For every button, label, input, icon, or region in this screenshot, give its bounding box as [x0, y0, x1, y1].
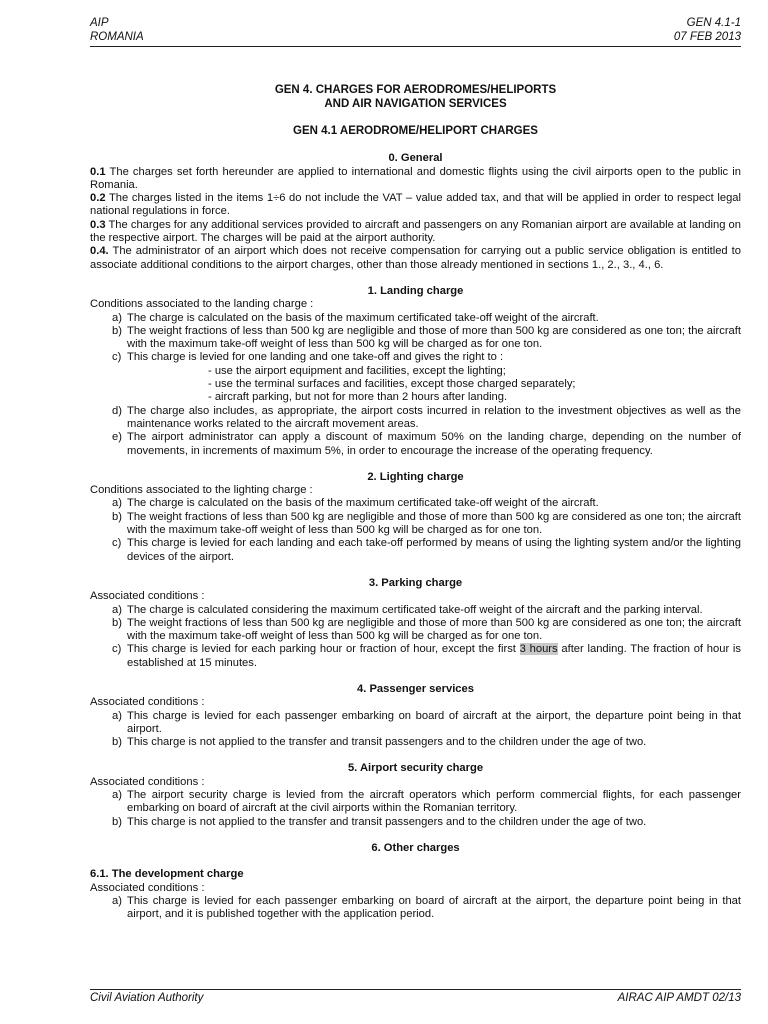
section-heading-security: 5. Airport security charge: [347, 762, 484, 775]
header-country: ROMANIA: [90, 30, 144, 43]
paragraph-number: 0.1: [90, 165, 106, 178]
paragraph-text: The charges set forth hereunder are applied to international and domestic flights using the civil airports open to the public in Romania.: [90, 165, 741, 191]
parking-conditions-list: [90, 604, 741, 670]
list-item: [90, 710, 741, 737]
conditions-lead: Associated conditions :: [90, 590, 205, 603]
list-item: [90, 537, 741, 564]
item-text: This charge is levied for each passenger embarking on board of aircraft at the airport, the departure point being in that airport.: [127, 709, 741, 735]
dash-item: - aircraft parking, but not for more than 2 hours after landing.: [208, 391, 508, 404]
item-text: The airport administrator can apply a discount of maximum 50% on the landing charge, depending on the number of movements, in increments of maximum 5%, in order to encourage the increase of the operating frequency.: [127, 431, 741, 457]
item-marker: a): [112, 497, 122, 510]
item-marker: a): [112, 709, 122, 722]
item-marker: c): [112, 537, 122, 550]
item-marker: b): [112, 736, 122, 749]
item-marker: a): [112, 603, 122, 616]
item-text: The charge also includes, as appropriate, the airport costs incurred in relation to the investment objectives as well as the maintenance works related to the aircraft movement areas.: [127, 404, 741, 430]
footer-authority: Civil Aviation Authority: [90, 992, 204, 1004]
header-date: 07 FEB 2013: [673, 30, 741, 43]
conditions-lead: Conditions associated to the landing charge :: [90, 298, 314, 311]
paragraph-text: The charges for any additional services provided to aircraft and passengers on any Romanian airport are available at landing on the respective airport. The charges will be paid at the airport authority.: [90, 218, 741, 245]
landing-conditions-list: [90, 312, 741, 458]
list-item: [90, 511, 741, 538]
item-marker: b): [112, 324, 122, 337]
general-paragraph: [90, 245, 741, 272]
list-item: [90, 405, 741, 432]
list-item: [90, 325, 741, 352]
item-text: The weight fractions of less than 500 kg are negligible and those of more than 500 kg are considered as one ton; the aircraft with the maximum take-off weight of less than 500 kg will be charged as for one ton.: [127, 616, 741, 643]
paragraph-text: The administrator of an airport which does not receive compensation for carrying out a public service obligation is entitled to associate additional conditions to the airport charges, other than those already mentioned in sections 1., 2., 3., 4., 6.: [90, 245, 741, 271]
item-text: This charge is levied for one landing and one take-off and gives the right to :: [127, 351, 504, 364]
item-text: after landing. The fraction of hour is established at 15 minutes.: [127, 643, 741, 669]
section-heading-landing: 1. Landing charge: [367, 284, 464, 297]
item-text: The charge is calculated on the basis of the maximum certificated take-off weight of the aircraft.: [127, 311, 599, 324]
section-heading-parking: 3. Parking charge: [368, 576, 463, 589]
dash-list: [127, 365, 741, 405]
item-text: This charge is levied for each landing and each take-off performed by means of using the lighting system and/or the lighting devices of the airport.: [127, 537, 741, 563]
dash-item: - use the airport equipment and facilities, except the lighting;: [208, 364, 506, 377]
general-paragraph: [90, 166, 741, 193]
list-item: [90, 312, 741, 325]
list-item: [90, 789, 741, 816]
document-body: [90, 83, 741, 921]
list-item: [90, 816, 741, 829]
list-item: [90, 617, 741, 644]
section-heading-other: 6. Other charges: [371, 841, 460, 854]
document-title: [90, 83, 741, 111]
general-paragraph: [90, 219, 741, 246]
header-aip: AIP: [90, 17, 109, 29]
item-marker: e): [112, 431, 122, 444]
item-text: The charge is calculated on the basis of the maximum certificated take-off weight of the aircraft.: [127, 497, 599, 510]
list-item: [90, 895, 741, 922]
item-text: This charge is not applied to the transfer and transit passengers and to the children under the age of two.: [127, 736, 647, 749]
item-marker: c): [112, 351, 122, 364]
title-line-2: AND AIR NAVIGATION SERVICES: [324, 98, 507, 110]
section-heading-lighting: 2. Lighting charge: [367, 470, 464, 483]
dash-item: - use the terminal surfaces and facilities, except those charged separately;: [208, 378, 576, 391]
section-heading-passenger: 4. Passenger services: [357, 682, 474, 695]
item-marker: a): [112, 894, 122, 907]
title-line-1: GEN 4. CHARGES FOR AERODROMES/HELIPORTS: [274, 84, 557, 96]
general-paragraphs: [90, 166, 741, 272]
document-subtitle: GEN 4.1 AERODROME/HELIPORT CHARGES: [293, 125, 538, 137]
list-item: [90, 736, 741, 749]
subsection-heading-development: 6.1. The development charge: [90, 868, 244, 881]
footer-rule: [90, 989, 741, 990]
list-item: [90, 351, 741, 404]
list-item: [90, 497, 741, 510]
conditions-lead: Associated conditions :: [90, 881, 205, 894]
development-conditions-list: [90, 895, 741, 922]
item-marker: d): [112, 404, 122, 417]
highlighted-text: 3 hours: [519, 643, 558, 656]
item-text: The airport security charge is levied from the aircraft operators which perform commercial flights, for each passenger embarking on board of aircraft at the civil airports within the Romanian territory.: [127, 789, 741, 815]
item-text: The weight fractions of less than 500 kg are negligible and those of more than 500 kg are considered as one ton; the aircraft with the maximum take-off weight of less than 500 kg will be charged as for one ton.: [127, 510, 741, 537]
item-marker: a): [112, 789, 122, 802]
item-marker: a): [112, 311, 122, 324]
paragraph-number: 0.4.: [90, 245, 109, 258]
conditions-lead: Associated conditions :: [90, 696, 205, 709]
item-marker: b): [112, 510, 122, 523]
paragraph-number: 0.3: [90, 218, 106, 231]
item-text: This charge is levied for each passenger embarking on board of aircraft at the airport, the departure point being in that airport, and it is published together with the application period.: [127, 894, 741, 921]
conditions-lead: Conditions associated to the lighting charge :: [90, 484, 313, 497]
conditions-lead: Associated conditions :: [90, 775, 205, 788]
paragraph-number: 0.2: [90, 192, 106, 205]
footer-amendment: AIRAC AIP AMDT 02/13: [617, 992, 741, 1004]
item-marker: b): [112, 616, 122, 629]
item-marker: c): [112, 643, 122, 656]
item-text: The weight fractions of less than 500 kg are negligible and those of more than 500 kg are considered as one ton; the aircraft with the maximum take-off weight of less than 500 kg will be charged as for one ton.: [127, 324, 741, 351]
general-paragraph: [90, 192, 741, 219]
item-text: This charge is levied for each parking hour or fraction of hour, except the first: [127, 643, 520, 656]
header-rule: [90, 46, 741, 47]
section-heading-general: 0. General: [388, 152, 443, 165]
paragraph-text: The charges listed in the items 1÷6 do not include the VAT – value added tax, and that will be applied in order to respect legal national regulations in force.: [90, 192, 741, 218]
lighting-conditions-list: [90, 497, 741, 563]
passenger-conditions-list: [90, 710, 741, 750]
security-conditions-list: [90, 789, 741, 829]
list-item: [90, 431, 741, 458]
list-item: [90, 643, 741, 670]
header-page-ref: GEN 4.1-1: [686, 17, 741, 29]
item-marker: b): [112, 815, 122, 828]
item-text: The charge is calculated considering the maximum certificated take-off weight of the aircraft and the parking interval.: [127, 603, 703, 616]
list-item: [90, 604, 741, 617]
item-text: This charge is not applied to the transfer and transit passengers and to the children under the age of two.: [127, 815, 647, 828]
